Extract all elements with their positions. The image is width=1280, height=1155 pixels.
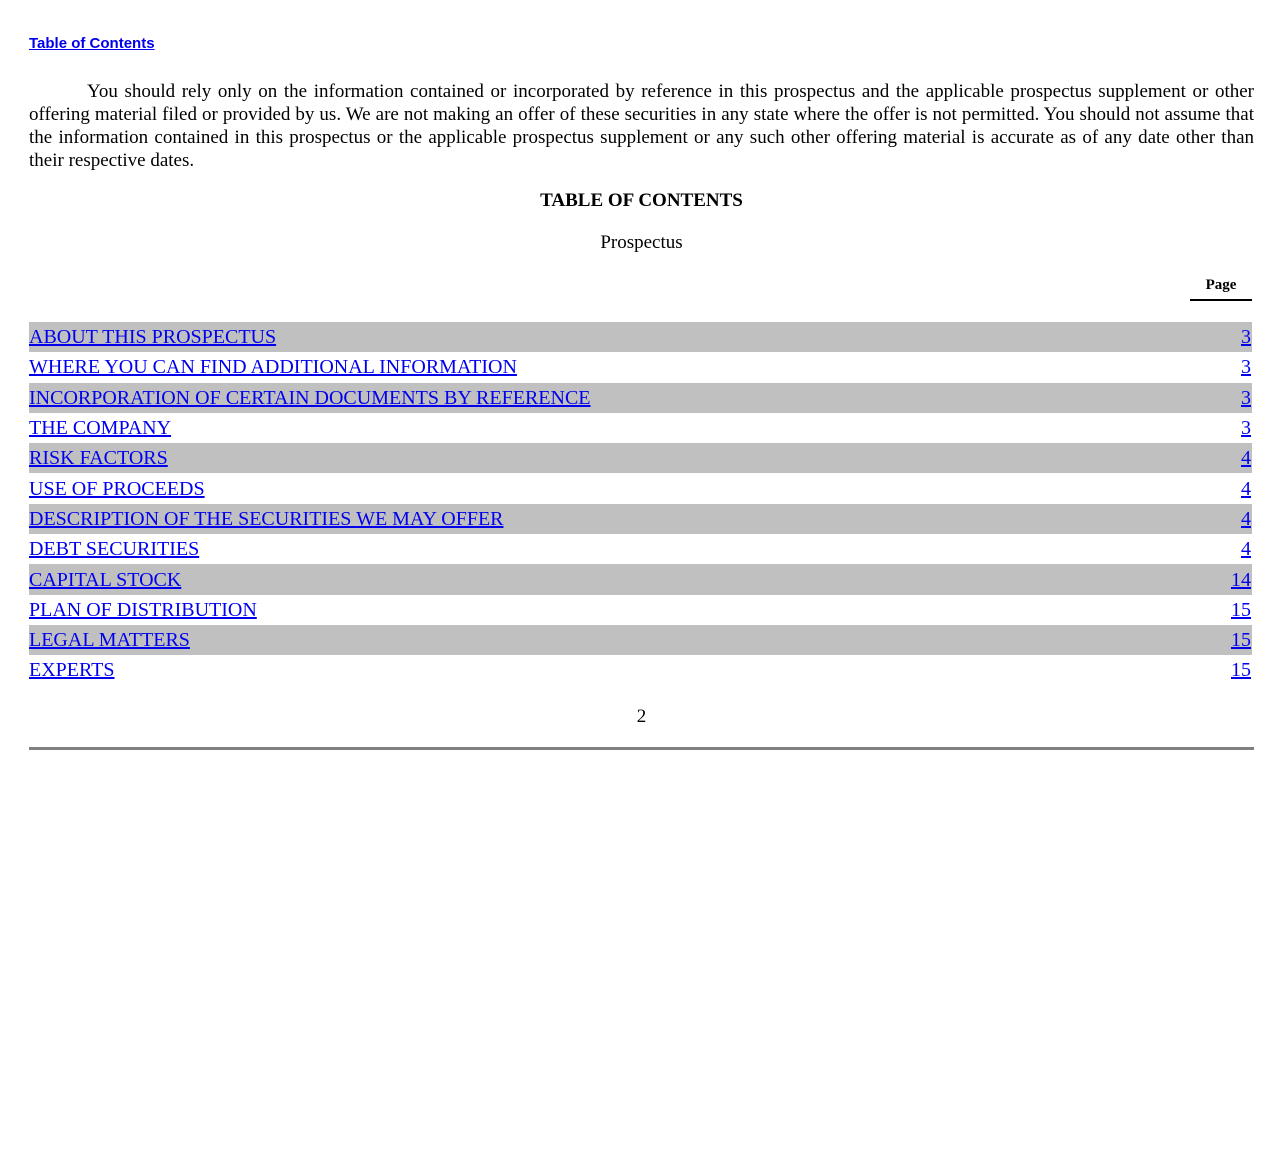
toc-entry-link[interactable]: DESCRIPTION OF THE SECURITIES WE MAY OFFER (29, 507, 504, 530)
toc-entry-link[interactable]: DEBT SECURITIES (29, 538, 200, 561)
toc-row (29, 564, 1252, 594)
toc-page-link[interactable]: 4 (1241, 477, 1251, 500)
toc-page-link[interactable]: 4 (1241, 507, 1251, 530)
toc-row (29, 534, 1252, 564)
toc-subheading: Prospectus (600, 232, 683, 253)
toc-page-link[interactable]: 14 (1231, 568, 1251, 591)
toc-row (29, 413, 1252, 443)
toc-entry-link[interactable]: USE OF PROCEEDS (29, 477, 205, 500)
toc-page-link[interactable]: 3 (1241, 326, 1251, 349)
toc-page-link[interactable]: 4 (1241, 538, 1251, 561)
toc-entry-link[interactable]: ABOUT THIS PROSPECTUS (29, 326, 277, 349)
toc-entry-link[interactable]: WHERE YOU CAN FIND ADDITIONAL INFORMATION (29, 356, 517, 379)
toc-row (29, 352, 1252, 382)
toc-row (29, 473, 1252, 503)
toc-entry-link[interactable]: EXPERTS (29, 659, 115, 682)
page-number: 2 (636, 706, 647, 727)
toc-row (29, 655, 1252, 685)
page-column-header: Page (1190, 277, 1252, 301)
toc-row (29, 443, 1252, 473)
toc-row (29, 595, 1252, 625)
toc-entry-link[interactable]: CAPITAL STOCK (29, 568, 182, 591)
toc-entry-link[interactable]: LEGAL MATTERS (29, 629, 190, 652)
toc-list (29, 322, 1252, 686)
toc-row (29, 383, 1252, 413)
toc-heading: TABLE OF CONTENTS (540, 190, 743, 211)
toc-page-link[interactable]: 3 (1241, 356, 1251, 379)
toc-row (29, 625, 1252, 655)
toc-page-link[interactable]: 15 (1231, 629, 1251, 652)
intro-paragraph: You should rely only on the information contained or incorporated by reference in this prospectus and the applicable prospectus supplement or other offering material filed or provided by us. We are not making an offer of these securities in any state where the offer is not permitted. You should not assume that the information contained in this prospectus or the applicable prospectus supplement or any such other offering material is accurate as of any date other than their respective dates. (29, 81, 1254, 171)
table-of-contents-link[interactable]: Table of Contents (29, 35, 155, 52)
toc-entry-link[interactable]: PLAN OF DISTRIBUTION (29, 598, 257, 621)
toc-row (29, 504, 1252, 534)
toc-page-link[interactable]: 15 (1231, 659, 1251, 682)
toc-row (29, 322, 1252, 352)
toc-page-link[interactable]: 3 (1241, 417, 1251, 440)
page-divider (29, 747, 1254, 750)
toc-page-link[interactable]: 3 (1241, 386, 1251, 409)
toc-entry-link[interactable]: THE COMPANY (29, 417, 172, 440)
toc-page-link[interactable]: 4 (1241, 447, 1251, 470)
toc-page-link[interactable]: 15 (1231, 598, 1251, 621)
toc-entry-link[interactable]: RISK FACTORS (29, 447, 168, 470)
toc-entry-link[interactable]: INCORPORATION OF CERTAIN DOCUMENTS BY REFERENCE (29, 386, 591, 409)
